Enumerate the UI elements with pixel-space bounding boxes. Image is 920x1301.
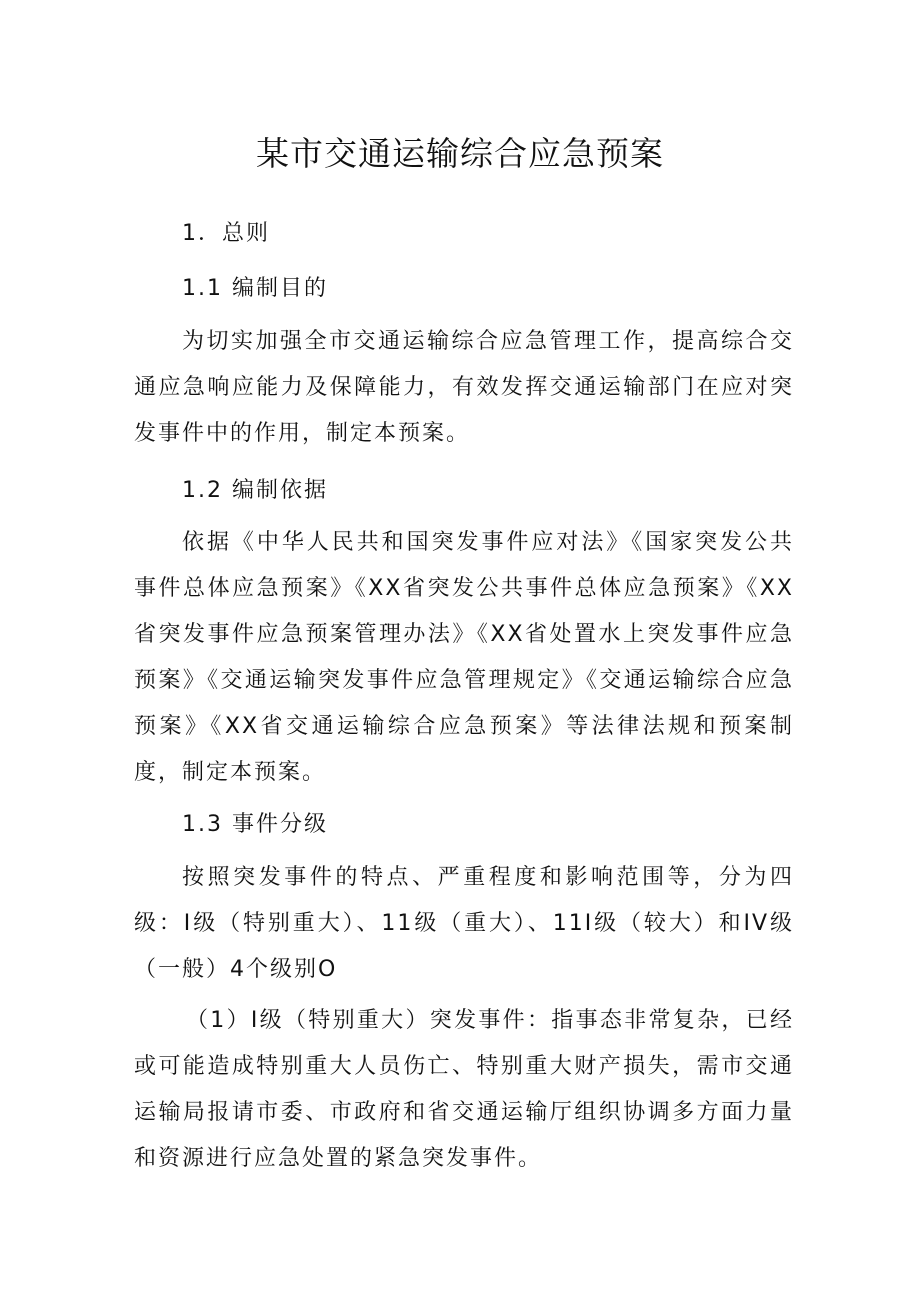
section-heading-event-levels: 1.3 事件分级 [182,812,328,837]
paragraph-basis: 依据《中华人民共和国突发事件应对法》《国家突发公共事件总体应急预案》《XX省突发公共事件总体应急预案》《XX省突发事件应急预案管理办法》《XX省处置水上突发事件应急预案》《交通运输突发事件应急管理规定》《交通运输综合应急预案》《XX省交通运输综合应急预案》等法律法规和预案制度，制定本预案。 [134,530,794,785]
paragraph-event-levels: 按照突发事件的特点、严重程度和影响范围等，分为四级：I级（特别重大）、11级（重大）、11I级（较大）和IV级（一般）4个级别O [134,865,794,982]
section-heading-purpose: 1.1 编制目的 [182,276,328,301]
paragraph-purpose: 为切实加强全市交通运输综合应急管理工作，提高综合交通应急响应能力及保障能力，有效发挥交通运输部门在应对突发事件中的作用，制定本预案。 [134,329,794,446]
section-heading-basis: 1.2 编制依据 [182,478,328,503]
document-title: 某市交通运输综合应急预案 [256,134,664,173]
section-heading-general: 1．总则 [182,221,270,246]
paragraph-level-one: （1）I级（特别重大）突发事件：指事态非常复杂，已经或可能造成特别重大人员伤亡、特别重大财产损失，需市交通运输局报请市委、市政府和省交通运输厅组织协调多方面力量和资源进行应急处置的紧急突发事件。 [134,1008,794,1171]
